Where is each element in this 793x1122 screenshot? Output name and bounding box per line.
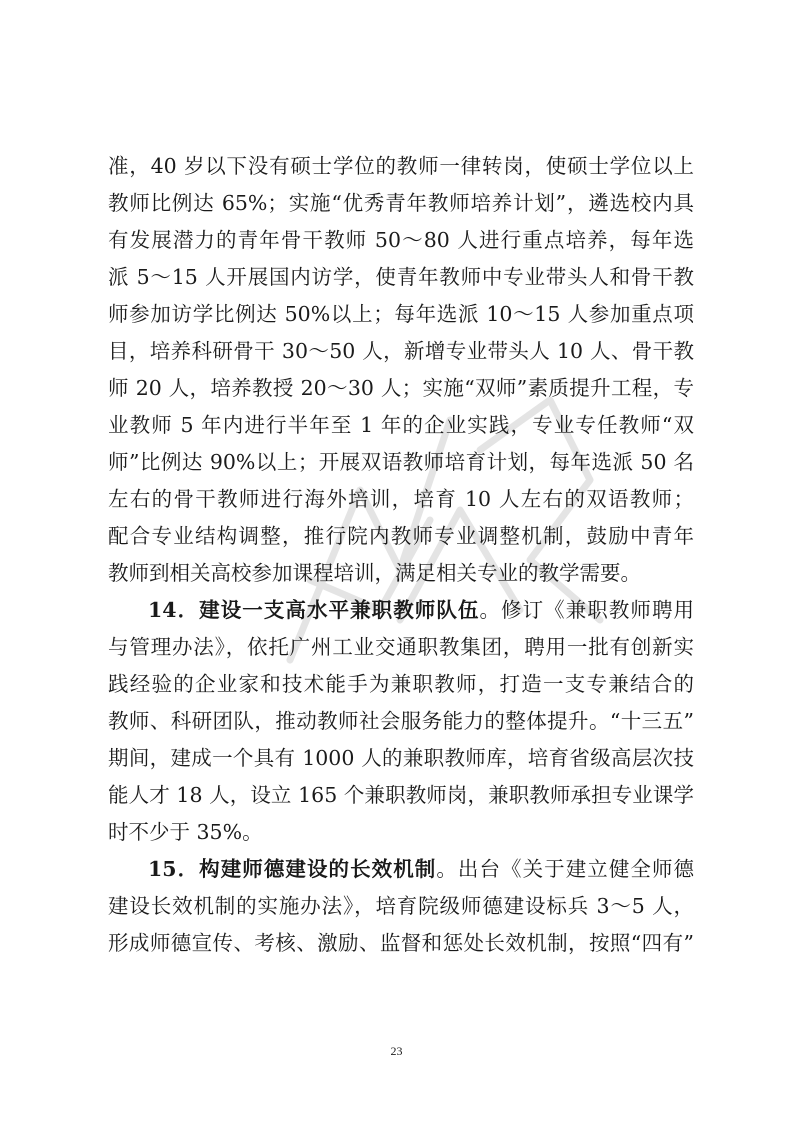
text-line: 有发展潜力的青年骨干教师 50～80 人进行重点培养，每年选 — [108, 228, 694, 252]
text-line: 配合专业结构调整，推行院内教师专业调整机制，鼓励中青年 — [108, 524, 694, 548]
text-line: 时不少于 35%。 — [108, 820, 263, 844]
section-14-first-text: 。修订《兼职教师聘用 — [479, 598, 695, 622]
text-line: 与管理办法》，依托广州工业交通职教集团，聘用一批有创新实 — [108, 635, 694, 659]
page-number: 23 — [390, 1044, 403, 1058]
text-line: 左右的骨干教师进行海外培训，培育 10 人左右的双语教师； — [108, 487, 694, 511]
text-line: 派 5～15 人开展国内访学，使青年教师中专业带头人和骨干教 — [108, 265, 694, 289]
section-15-first-line — [108, 851, 694, 888]
text-line: 教师比例达 65%；实施“优秀青年教师培养计划”，遴选校内具 — [108, 191, 694, 215]
text-line: 师”比例达 90%以上；开展双语教师培育计划，每年选派 50 名 — [108, 450, 694, 474]
text-line: 建设长效机制的实施办法》，培育院级师德建设标兵 3～5 人， — [108, 894, 694, 918]
text-line: 目，培养科研骨干 30～50 人，新增专业带头人 10 人、骨干教 — [108, 339, 694, 363]
text-line: 期间，建成一个具有 1000 人的兼职教师库，培育省级高层次技 — [108, 746, 694, 770]
text-line: 教师、科研团队，推动教师社会服务能力的整体提升。“十三五” — [108, 709, 694, 733]
section-14-first-line — [108, 592, 694, 629]
text-line: 业教师 5 年内进行半年至 1 年的企业实践，专业专任教师“双 — [108, 413, 694, 437]
text-line: 教师到相关高校参加课程培训，满足相关专业的教学需要。 — [108, 561, 641, 585]
section-15-heading: 15．构建师德建设的长效机制 — [148, 857, 437, 881]
text-line: 准，40 岁以下没有硕士学位的教师一律转岗，使硕士学位以上 — [108, 154, 694, 178]
body-text — [108, 148, 694, 962]
text-line: 践经验的企业家和技术能手为兼职教师，打造一支专兼结合的 — [108, 672, 694, 696]
text-line: 师参加访学比例达 50%以上；每年选派 10～15 人参加重点项 — [108, 302, 694, 326]
section-14-heading: 14．建设一支高水平兼职教师队伍 — [148, 598, 480, 622]
text-line: 形成师德宣传、考核、激励、监督和惩处长效机制，按照“四有” — [108, 931, 694, 955]
section-15-first-text: 。出台《关于建立健全师德 — [436, 857, 695, 881]
text-line: 能人才 18 人，设立 165 个兼职教师岗，兼职教师承担专业课学 — [108, 783, 694, 807]
text-line: 师 20 人，培养教授 20～30 人；实施“双师”素质提升工程，专 — [108, 376, 694, 400]
